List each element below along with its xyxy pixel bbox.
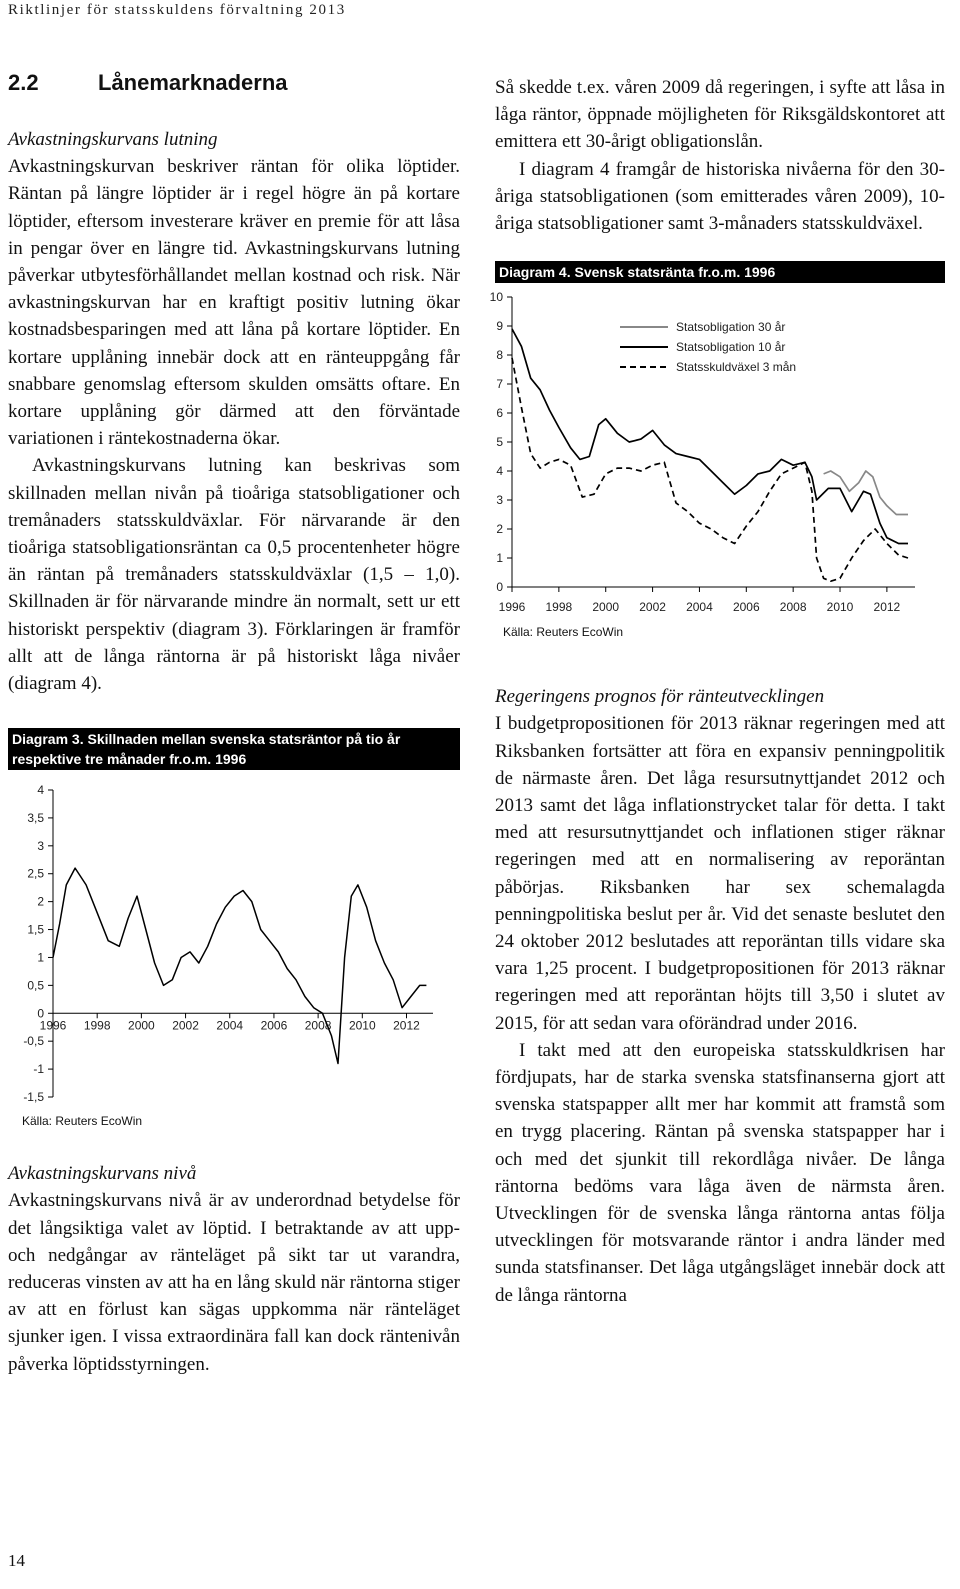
x-tick-label: 2000 bbox=[592, 600, 620, 615]
diagram-4 bbox=[489, 261, 945, 640]
diagram-4-title: Diagram 4. Svensk statsränta fr.o.m. 1996 bbox=[495, 261, 945, 283]
paragraph: Så skedde t.ex. våren 2009 då regeringen, i syfte att låsa in låga räntor, öppnade möjligheten för Riksgäldskontoret att emittera ett 30-årigt obligationslån. bbox=[495, 77, 945, 153]
x-tick-label: 2008 bbox=[304, 1018, 332, 1033]
y-tick-label: 2 bbox=[37, 894, 44, 909]
x-tick-label: 2000 bbox=[128, 1018, 155, 1033]
x-tick-label: 2004 bbox=[216, 1018, 244, 1033]
paragraph: Avkastningskurvans lutning kan beskrivas som skillnaden mellan nivån på tioåriga statsobligationer och tremånaders statsskuldväxlar. För närvarande är den tioåriga statsobligationsräntan ca 0,5 procentenheter högre än räntan på tremånaders statsskuldväxlar (1,5 – 1,0). Skillnaden är för närvarande mindre än normalt, sett ur ett historiskt perspektiv (diagram 3). Förklaringen är framför allt att de långa räntorna är på historiskt låga nivåer (diagram 4). bbox=[8, 455, 460, 695]
x-tick-label: 1998 bbox=[83, 1018, 111, 1033]
legend-label: Statsobligation 30 år bbox=[676, 320, 786, 335]
paragraph: Avkastningskurvans nivå är av underordnad betydelse för det långsiktiga valet av löptid. I betraktande av att upp- och nedgångar av ränteläget på sikt tar ut varandra, reduceras vinsten av att ha en lång skuld när räntorna stiger av att en förlust kan sägas uppkomma när ränteläget sjunker igen. I vissa extraordinära fall kan dock räntenivån påverka löptidsstyrningen. bbox=[8, 1190, 460, 1375]
diagram-4-chart bbox=[489, 283, 945, 627]
x-tick-label: 2012 bbox=[873, 600, 901, 615]
y-tick-label: 0 bbox=[496, 580, 503, 595]
section-heading bbox=[8, 70, 288, 96]
y-tick-label: 0 bbox=[37, 1006, 44, 1021]
right-column bbox=[489, 74, 945, 1309]
y-tick-label: 0,5 bbox=[27, 978, 44, 993]
y-tick-label: 1 bbox=[496, 551, 503, 566]
section-title: Lånemarknaderna bbox=[98, 70, 288, 95]
y-tick-label: 4 bbox=[496, 464, 503, 479]
diagram-4-source: Källa: Reuters EcoWin bbox=[503, 625, 624, 640]
subheading-lutning: Avkastningskurvans lutning bbox=[8, 129, 218, 150]
y-tick-label: 9 bbox=[496, 319, 503, 334]
paragraph: Avkastningskurvan beskriver räntan för olika löptider. Räntan på längre löptider är i regel högre än på kortare löptider, eftersom investerare kräver en premie för att låsa in pengar över en längre tid. Avkastningskurvans lutning påverkar utbytesförhållandet mellan kostnad och risk. När avkastningskurvan har en kraftigt positiv lutning ökar kostnadsbesparingen med att låna på kortare löptider. En kortare upplåning innebär dock att en ränteuppgång får snabbare genomslag eftersom skulden omsätts oftare. En kortare upplåning gör därmed att den förväntade variationen i räntekostnaderna ökar. bbox=[8, 156, 460, 450]
y-tick-label: -0,5 bbox=[23, 1034, 44, 1049]
y-tick-label: 7 bbox=[496, 377, 503, 392]
x-tick-label: 2006 bbox=[260, 1018, 288, 1033]
diagram-3-source: Källa: Reuters EcoWin bbox=[22, 1114, 143, 1129]
y-tick-label: 10 bbox=[489, 290, 503, 305]
diagram-3-title: Diagram 3. Skillnaden mellan svenska statsräntor på tio år respektive tre månader fr.o.m. 1996 bbox=[8, 728, 460, 770]
y-tick-label: 3 bbox=[496, 493, 503, 508]
diagram-3 bbox=[8, 728, 460, 1128]
y-tick-label: -1,5 bbox=[23, 1090, 44, 1105]
running-title: Riktlinjer för statsskuldens förvaltning 2013 bbox=[8, 2, 346, 18]
diagram-3-chart bbox=[8, 770, 460, 1118]
y-tick-label: -1 bbox=[33, 1062, 44, 1077]
legend-label: Statsobligation 10 år bbox=[676, 340, 786, 355]
paragraph: I diagram 4 framgår de historiska nivåerna för den 30-åriga statsobligationen (som emitterades våren 2009), 10-åriga statsobligationer samt 3-månaders statsskuldväxel. bbox=[495, 158, 945, 235]
legend-label: Statsskuldväxel 3 mån bbox=[676, 360, 797, 375]
y-tick-label: 2 bbox=[496, 522, 503, 537]
x-tick-label: 2008 bbox=[779, 600, 807, 615]
y-tick-label: 6 bbox=[496, 406, 503, 421]
x-tick-label: 1996 bbox=[498, 600, 526, 615]
y-tick-label: 5 bbox=[496, 435, 503, 450]
x-tick-label: 2002 bbox=[639, 600, 666, 615]
x-tick-label: 2012 bbox=[393, 1018, 420, 1033]
y-tick-label: 3,5 bbox=[27, 811, 44, 826]
x-tick-label: 2002 bbox=[172, 1018, 199, 1033]
page-number: 14 bbox=[8, 1551, 25, 1570]
left-column bbox=[8, 126, 460, 1378]
x-tick-label: 2010 bbox=[348, 1018, 376, 1033]
section-number: 2.2 bbox=[8, 70, 39, 95]
subheading-prognos: Regeringens prognos för ränteutvecklingen bbox=[495, 686, 825, 708]
y-tick-label: 3 bbox=[37, 839, 44, 854]
paragraph: I takt med att den europeiska statsskuldkrisen har fördjupats, har de starka svenska statsfinanserna gjort att svenska statspapper allt mer har kommit att framstå som en trygg placering. Räntan på svenska statspapper har i och med det sjunkit till rekordlåga nivåer. De långa räntorna bedöms vara låga även de närmsta åren. Utvecklingen för de svenska långa räntorna antas följa utvecklingen för motsvarande räntor i andra länder med sunda statsfinanser. Det låga utgångsläget innebär dock att de långa räntorna bbox=[495, 1039, 945, 1306]
series-line-0 bbox=[53, 868, 426, 1063]
x-tick-label: 2004 bbox=[686, 600, 713, 615]
subheading-niva: Avkastningskurvans nivå bbox=[8, 1163, 197, 1185]
y-tick-label: 1 bbox=[37, 950, 44, 965]
x-tick-label: 2006 bbox=[732, 600, 760, 615]
y-tick-label: 1,5 bbox=[27, 922, 44, 937]
x-tick-label: 2010 bbox=[826, 600, 854, 615]
y-tick-label: 4 bbox=[37, 783, 44, 798]
x-tick-label: 1998 bbox=[545, 600, 573, 615]
paragraph: I budgetpropositionen för 2013 räknar regeringen med att Riksbanken fortsätter att föra en expansiv penningpolitik de närmaste åren. Det låga resursutnyttjandet 2012 och 2013 samt det låga inflationstrycket talar för detta. I takt med att resursutnyttjandet och inflationen stiger räknar regeringen med att en normalisering av reporäntan påbörjas. Riksbanken har sex schemalagda penningpolitiska beslut per år. Vid det senaste beslutet den 24 oktober 2012 beslutades att reporäntan tills vidare ska vara 1,25 procent. I budgetpropositionen för 2013 räknar regeringen med att reporäntan höjts till 3,50 i slutet av 2015, för att sedan vara oförändrad under 2016. bbox=[495, 713, 945, 1034]
x-tick-label: 1996 bbox=[39, 1018, 67, 1033]
y-tick-label: 2,5 bbox=[27, 866, 44, 881]
y-tick-label: 8 bbox=[496, 348, 503, 363]
